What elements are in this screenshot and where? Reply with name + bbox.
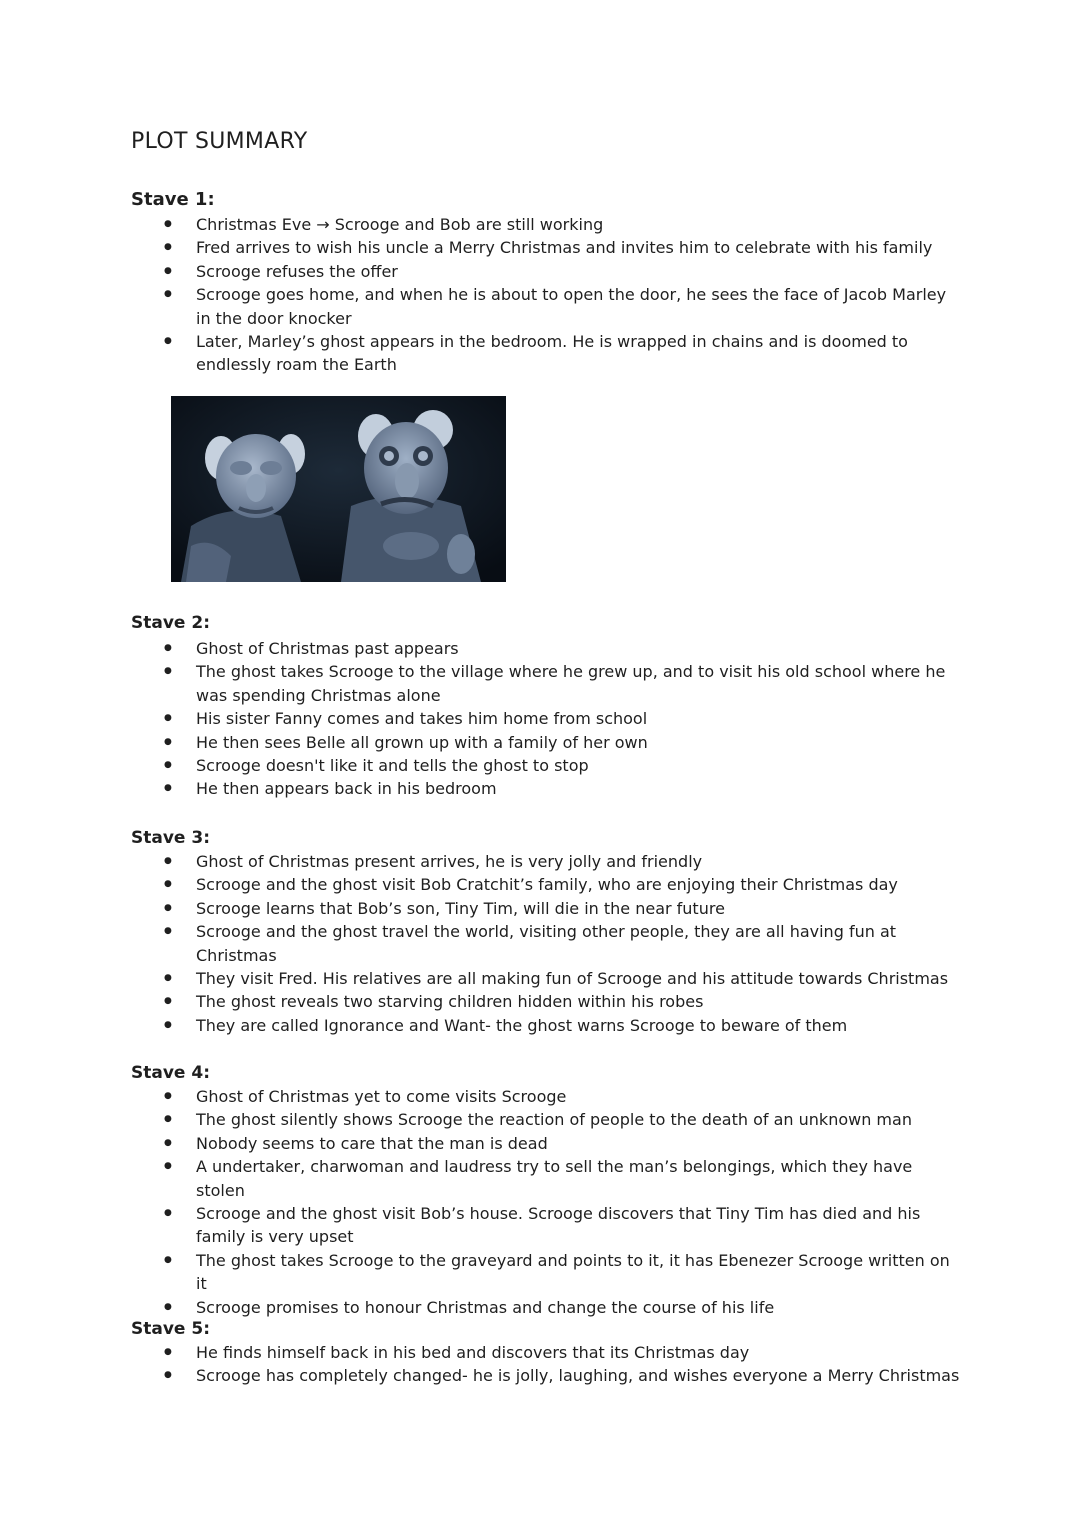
list-item: ● The ghost silently shows Scrooge the reaction of people to the death of an unknown man xyxy=(131,1108,961,1131)
list-item: ● Scrooge learns that Bob’s son, Tiny Tim, will die in the near future xyxy=(131,897,961,920)
stave-1-list xyxy=(131,213,961,377)
list-item: ● The ghost takes Scrooge to the graveyard and points to it, it has Ebenezer Scrooge written on it xyxy=(131,1249,961,1296)
list-item: ● Scrooge has completely changed- he is jolly, laughing, and wishes everyone a Merry Christmas xyxy=(131,1364,961,1387)
stave-5-list xyxy=(131,1341,961,1388)
stave-3-list xyxy=(131,850,961,1037)
list-item: ● A undertaker, charwoman and laudress try to sell the man’s belongings, which they have stolen xyxy=(131,1155,961,1202)
list-item: ● Christmas Eve → Scrooge and Bob are still working xyxy=(131,213,961,236)
stave-1-heading: Stave 1: xyxy=(131,189,215,210)
list-item: ● He finds himself back in his bed and discovers that its Christmas day xyxy=(131,1341,961,1364)
list-item: ● They visit Fred. His relatives are all making fun of Scrooge and his attitude towards Christmas xyxy=(131,967,961,990)
list-item: ● Nobody seems to care that the man is dead xyxy=(131,1132,961,1155)
stave-4-list xyxy=(131,1085,961,1319)
stave-3-heading: Stave 3: xyxy=(131,828,210,848)
list-item: ● Fred arrives to wish his uncle a Merry Christmas and invites him to celebrate with his family xyxy=(131,236,961,259)
list-item: ● Scrooge and the ghost visit Bob Cratchit’s family, who are enjoying their Christmas day xyxy=(131,873,961,896)
muppet-ghosts-photo xyxy=(171,396,506,582)
list-item: ● The ghost takes Scrooge to the village where he grew up, and to visit his old school where he was spending Christmas alone xyxy=(131,660,961,707)
list-item: ● He then sees Belle all grown up with a family of her own xyxy=(131,731,961,754)
list-item: ● They are called Ignorance and Want- the ghost warns Scrooge to beware of them xyxy=(131,1014,961,1037)
list-item: ● Scrooge doesn't like it and tells the ghost to stop xyxy=(131,754,961,777)
list-item: ● Scrooge promises to honour Christmas and change the course of his life xyxy=(131,1296,961,1319)
stave-2-list xyxy=(131,637,961,801)
list-item: ● Ghost of Christmas past appears xyxy=(131,637,961,660)
stave-4-heading: Stave 4: xyxy=(131,1063,210,1083)
list-item: ● He then appears back in his bedroom xyxy=(131,777,961,800)
list-item: ● Scrooge goes home, and when he is about to open the door, he sees the face of Jacob Marley in the door knocker xyxy=(131,283,961,330)
list-item: ● Scrooge and the ghost visit Bob’s house. Scrooge discovers that Tiny Tim has died and his family is very upset xyxy=(131,1202,961,1249)
stave-2-heading: Stave 2: xyxy=(131,613,210,633)
stave-5-heading: Stave 5: xyxy=(131,1319,210,1339)
list-item: ● Scrooge and the ghost travel the world, visiting other people, they are all having fun at Christmas xyxy=(131,920,961,967)
list-item: ● Scrooge refuses the offer xyxy=(131,260,961,283)
list-item: ● Later, Marley’s ghost appears in the bedroom. He is wrapped in chains and is doomed to endlessly roam the Earth xyxy=(131,330,961,377)
list-item: ● Ghost of Christmas present arrives, he is very jolly and friendly xyxy=(131,850,961,873)
list-item: ● Ghost of Christmas yet to come visits Scrooge xyxy=(131,1085,961,1108)
page-title: PLOT SUMMARY xyxy=(131,129,308,154)
list-item: ● The ghost reveals two starving children hidden within his robes xyxy=(131,990,961,1013)
list-item: ● His sister Fanny comes and takes him home from school xyxy=(131,707,961,730)
